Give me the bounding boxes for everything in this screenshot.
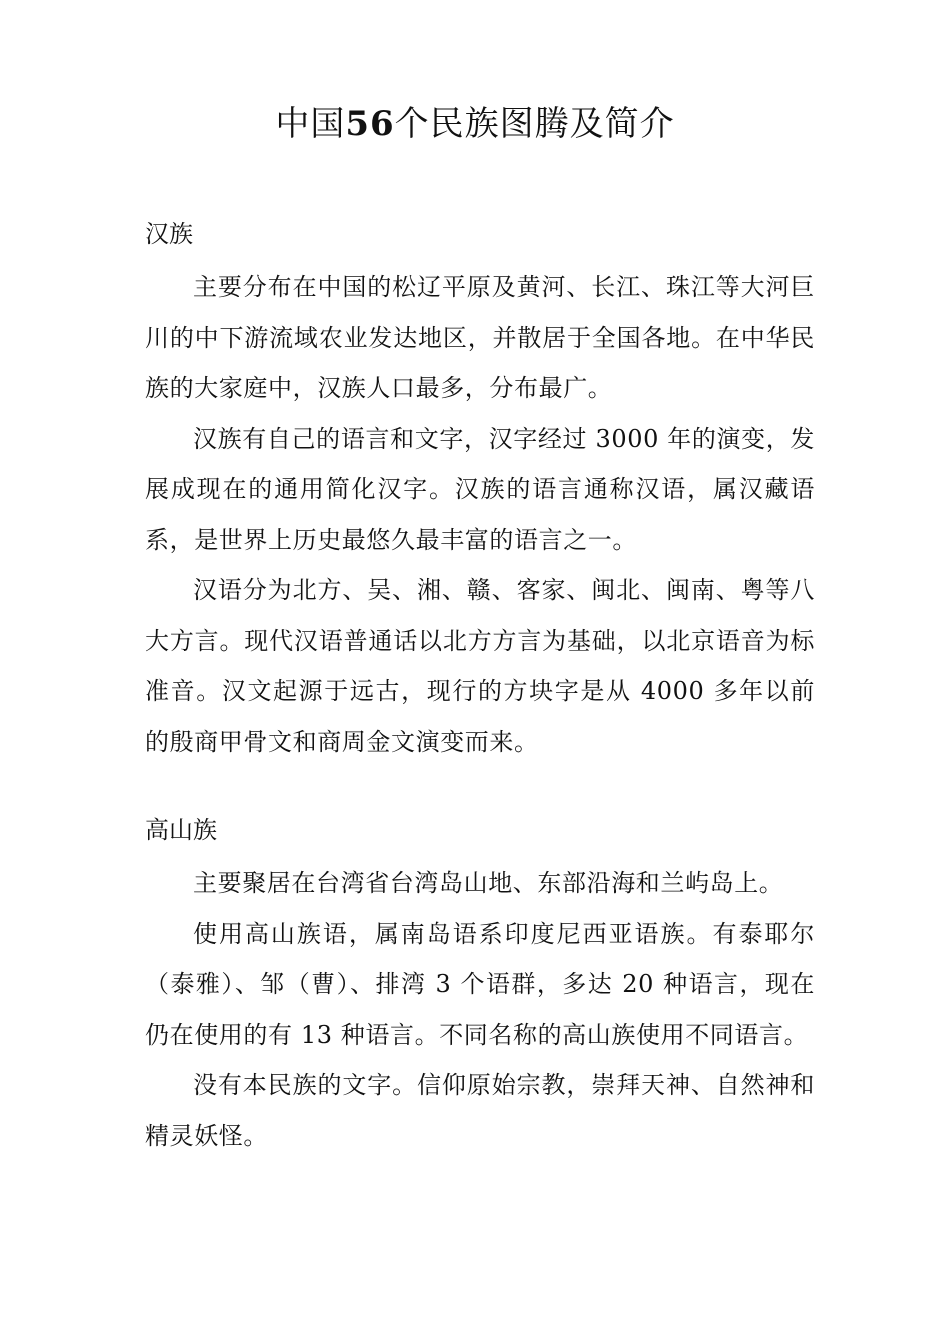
paragraph: 主要分布在中国的松辽平原及黄河、长江、珠江等大河巨川的中下游流域农业发达地区，并散居于全国各地。在中华民族的大家庭中，汉族人口最多，分布最广。 — [145, 273, 815, 402]
paragraph: 没有本民族的文字。信仰原始宗教，崇拜天神、自然神和精灵妖怪。 — [145, 1071, 815, 1150]
paragraph: 主要聚居在台湾省台湾岛山地、东部沿海和兰屿岛上。 — [193, 869, 784, 897]
title-suffix: 个民族图腾及简介 — [394, 104, 675, 144]
paragraph: 汉语分为北方、吴、湘、赣、客家、闽北、闽南、粤等八大方言。现代汉语普通话以北方方言为基础，以北京语音为标准音。汉文起源于远古，现行的方块字是从 4000 多年以前的殷商甲骨文和商周金文演变而来。 — [145, 576, 815, 756]
title-prefix: 中国 — [275, 104, 346, 144]
section-heading: 汉族 — [145, 220, 193, 248]
section-han — [145, 214, 815, 767]
section-heading: 高山族 — [145, 816, 217, 844]
section-gaoshan — [145, 810, 815, 1161]
page-title — [0, 98, 950, 150]
title-number: 56 — [345, 104, 395, 144]
paragraph: 使用高山族语，属南岛语系印度尼西亚语族。有泰耶尔（泰雅）、邹（曹）、排湾 3 个语群，多达 20 种语言，现在仍在使用的有 13 种语言。不同名称的高山族使用不同语言。 — [145, 919, 815, 1049]
paragraph: 汉族有自己的语言和文字，汉字经过 3000 年的演变，发展成现在的通用简化汉字。汉族的语言通称汉语，属汉藏语系，是世界上历史最悠久最丰富的语言之一。 — [145, 424, 815, 554]
